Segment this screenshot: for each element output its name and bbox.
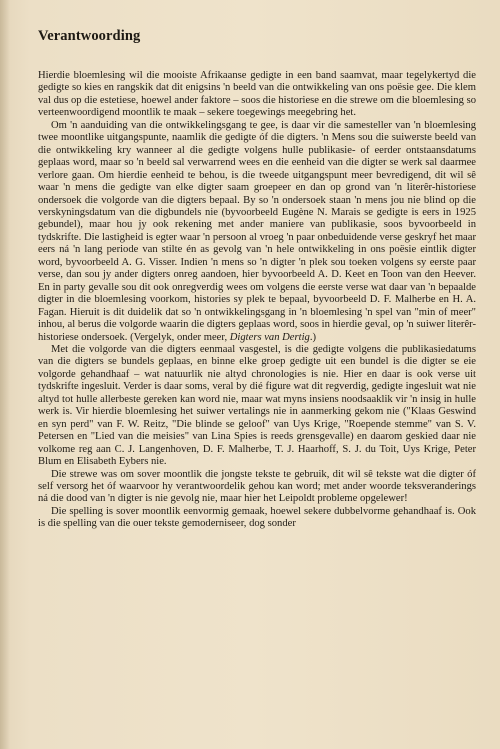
reference-close: .): [309, 331, 317, 343]
paragraph-4: Die strewe was om sover moontlik die jongste tekste te gebruik, dit wil sê tekste wat die digter óf self versorg het óf waarvoor hy verantwoordelik gehou kan word; met ander woorde teksveranderings ná die dood van 'n digter is nie gevolg nie, maar hier het Leipoldt probleme opgelewer!: [38, 468, 476, 505]
italic-reference: Digters van Dertig: [229, 331, 310, 343]
body-text: [38, 70, 476, 531]
paragraph-3: Met die volgorde van die digters eenmaal vasgestel, is die gedigte volgens die publikasiedatums van die digters se bundels geplaas, en binne elke groep gedigte uit een bundel is die digter se eie volgorde gehandhaaf – wat natuurlik nie altyd chronologies is nie. Hier en daar is ook verse uit tydskrifte ingesluit. Verder is daar soms, veral by dié figure wat dit regverdig, gedigte ingesluit wat nie altyd tot hulle allerbeste gereken kan word nie, maar wat myns insiens noodsaaklik vir 'n insig in hulle werk is. Vir hierdie bloemlesing het suiwer vertalings nie in aanmerking gekom nie ("Klaas Geswind en syn perd" van F. W. Reitz, "Die blinde se geloof" van Uys Krige, "Roepende stemme" van S. V. Petersen en "Lied van die meisies" van Lina Spies is reeds grensgevalle) en daarom geskied daar nie volkome reg aan C. J. Langenhoven, D. F. Malherbe, T. J. Haarhoff, S. J. du Toit, Uys Krige, Peter Blum en Elisabeth Eybers nie.: [38, 343, 476, 468]
page-gutter-shadow: [0, 0, 10, 749]
paragraph-1: Hierdie bloemlesing wil die mooiste Afrikaanse gedigte in een band saamvat, maar tegelykertyd die gedigte so kies en rangskik dat dit enigsins 'n beeld van die ontwikkeling van ons poësie gee. Die klem val dus op die estetiese, hoewel ander faktore – soos die historiese en die strewe om die bloemlesing so verteenwoordigend moontlik te maak – sekere toegewings meegebring het.: [38, 70, 476, 119]
paragraph-2: [38, 120, 476, 344]
paragraph-5: Die spelling is sover moontlik eenvormig gemaak, hoewel sekere dubbelvorme gehandhaaf is. Ook is die spelling van die ouer tekste gemoderniseer, dog sonder: [38, 505, 476, 530]
paragraph-2-text: Om 'n aanduiding van die ontwikkelingsgang te gee, is daar vir die samesteller van 'n bloemlesing twee moontlike uitgangspunte, naamlik die gedigte óf die digters. 'n Mens sou die suiwerste beeld van die ontwikkeling kry wanneer al die gedigte volgens hulle publikasie- of eerder ontstaansdatums geplaas word, maar so 'n beeld sal verwarrend wees en die eenheid van die digter se werk sal daarmee verlore gaan. Om hierdie eenheid te behou, is die tweede uitgangspunt meer bevredigend, dit wil sê waar 'n mens die gedigte van elke digter saam groepeer en dan op grond van 'n literêr-historiese ondersoek die volgorde van die digters bepaal. By so 'n ondersoek staan 'n mens jou nie blind op die verskyningsdatum van die digbundels nie (byvoorbeeld Eugène N. Marais se gedigte is eers in 1925 gebundel), maar hou jy ook rekening met ander maniere van publikasie, soos byvoorbeeld in tydskrifte. Die lastigheid is egter waar 'n persoon al vroeg 'n paar onbeduidende verse geskryf het maar eers ná 'n lang periode van stilte én as gevolg van 'n hele ontwikkeling in ons poësie eintlik digter word, byvoorbeeld A. G. Visser. Indien 'n mens so 'n digter 'n plek sou toeken volgens sy eerste paar verse, dan sou jy ander digters onreg aandoen, hier byvoorbeeld A. D. Keet en Toon van den Heever. En in party gevalle sou dit ook onregverdig wees om volgens die eerste verse wat daar van 'n bepaalde digter in die bloemlesing voorkom, histories sy plek te bepaal, byvoorbeeld D. F. Malherbe en H. A. Fagan. Hieruit is dit duidelik dat so 'n ontwikkelingsgang in 'n bloemlesing 'n spel van "min of meer" inhou, al berus die volgorde waarin die digters geplaas word, soos in hierdie geval, op 'n suiwer literêr-historiese ondersoek. (Vergelyk, onder meer,: [38, 119, 476, 343]
page-title: Verantwoording: [38, 28, 141, 44]
